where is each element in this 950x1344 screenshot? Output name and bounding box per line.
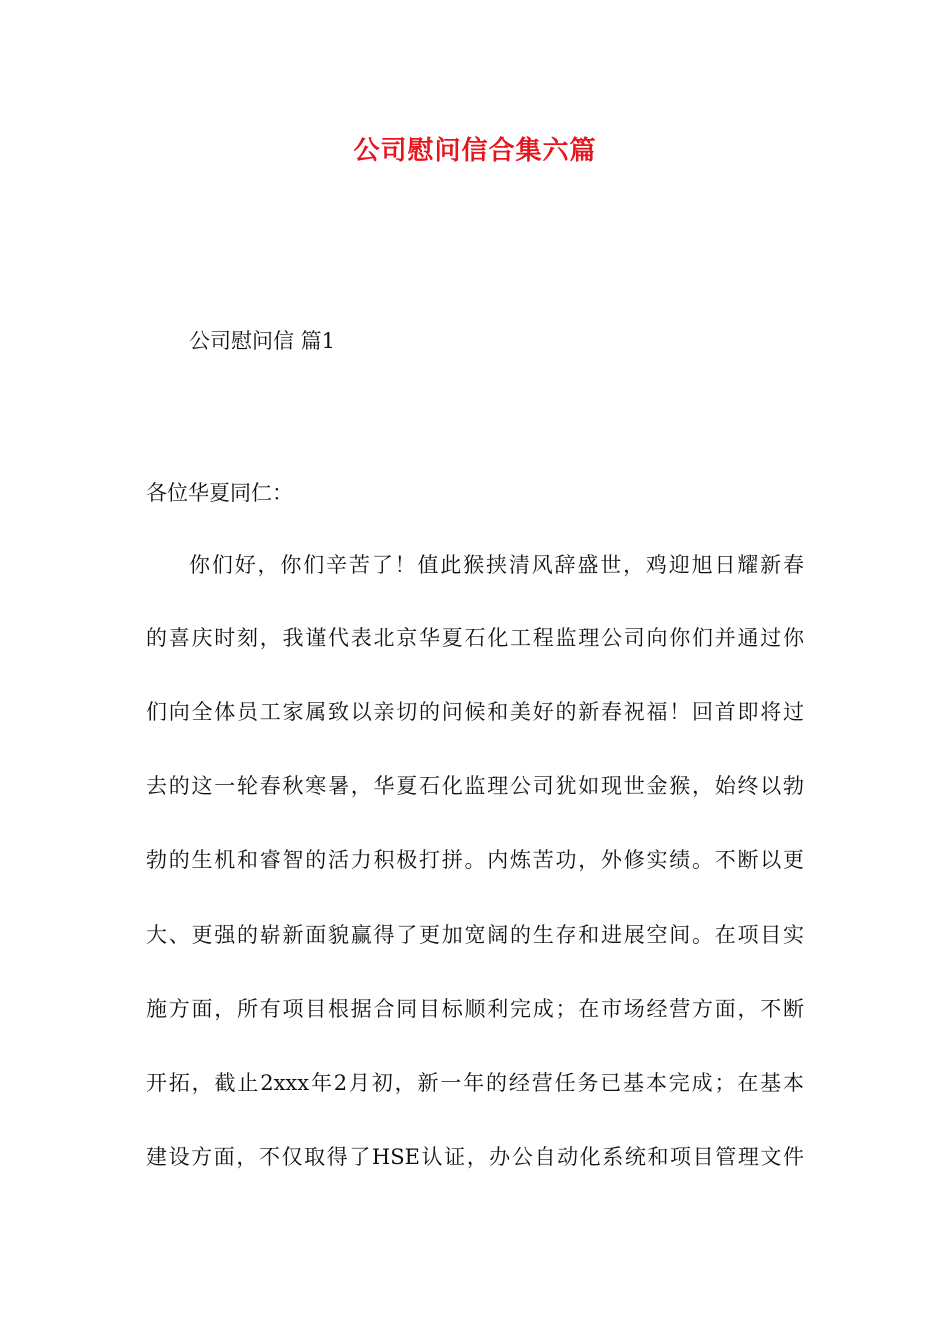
body-line: 们向全体员工家属致以亲切的问候和美好的新春祝福！回首即将过: [146, 700, 804, 724]
body-line: 施方面，所有项目根据合同目标顺利完成；在市场经营方面，不断: [146, 997, 804, 1021]
document-title: 公司慰问信合集六篇: [353, 136, 597, 166]
body-line: 勃的生机和睿智的活力积极打拼。内炼苦功，外修实绩。不断以更: [146, 848, 804, 872]
salutation: 各位华夏同仁：: [146, 481, 293, 505]
body-line: 去的这一轮春秋寒暑，华夏石化监理公司犹如现世金猴，始终以勃: [146, 774, 804, 798]
body-line: 建设方面，不仅取得了HSE认证，办公自动化系统和项目管理文件: [146, 1145, 804, 1169]
body-line: 开拓，截止2xxx年2月初，新一年的经营任务已基本完成；在基本: [146, 1071, 804, 1095]
body-line: 你们好，你们辛苦了！值此猴挟清风辞盛世，鸡迎旭日耀新春: [189, 553, 804, 577]
body-line: 大、更强的崭新面貌赢得了更加宽阔的生存和进展空间。在项目实: [146, 923, 804, 947]
body-line: 的喜庆时刻，我谨代表北京华夏石化工程监理公司向你们并通过你: [146, 626, 804, 650]
section-heading: 公司慰问信 篇1: [189, 329, 336, 353]
